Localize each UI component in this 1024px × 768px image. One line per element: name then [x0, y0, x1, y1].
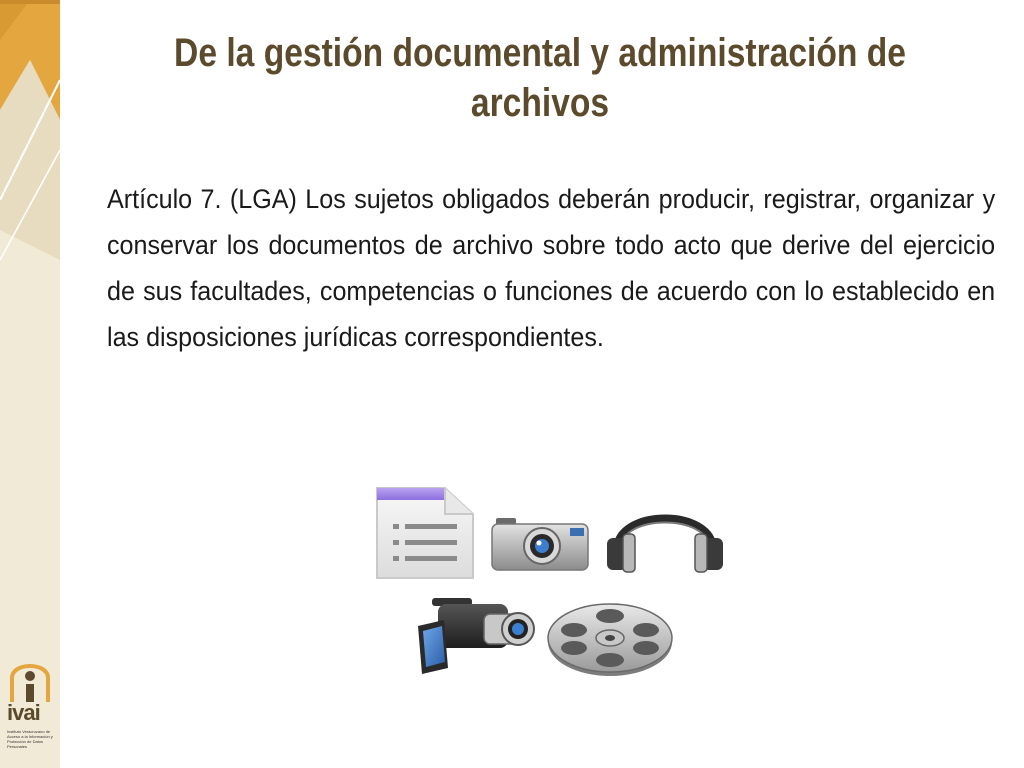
- article-text: Artículo 7. (LGA) Los sujetos obligados deberán producir, registrar, organizar y conservar los documentos de archivo sobre todo acto que derive del ejercicio de sus facultades, competencias o funciones de acuerdo con lo establecido en las disposiciones jurídicas correspondientes.: [107, 184, 996, 352]
- film-reel-icon: [546, 600, 674, 678]
- video-camera-icon: [414, 596, 542, 676]
- document-icon: [373, 486, 477, 582]
- headphones-icon: [603, 494, 727, 574]
- ivai-logo-text: ivai: [7, 700, 40, 725]
- decorative-sidebar: [0, 0, 60, 768]
- ivai-logo: [8, 656, 52, 702]
- camera-icon: [490, 514, 590, 572]
- slide-title: De la gestión documental y administración de archivos: [174, 31, 906, 125]
- ivai-logo-subtitle: Instituto Veracruzano de Acceso a la Información y Protección de Datos Personales: [7, 729, 53, 749]
